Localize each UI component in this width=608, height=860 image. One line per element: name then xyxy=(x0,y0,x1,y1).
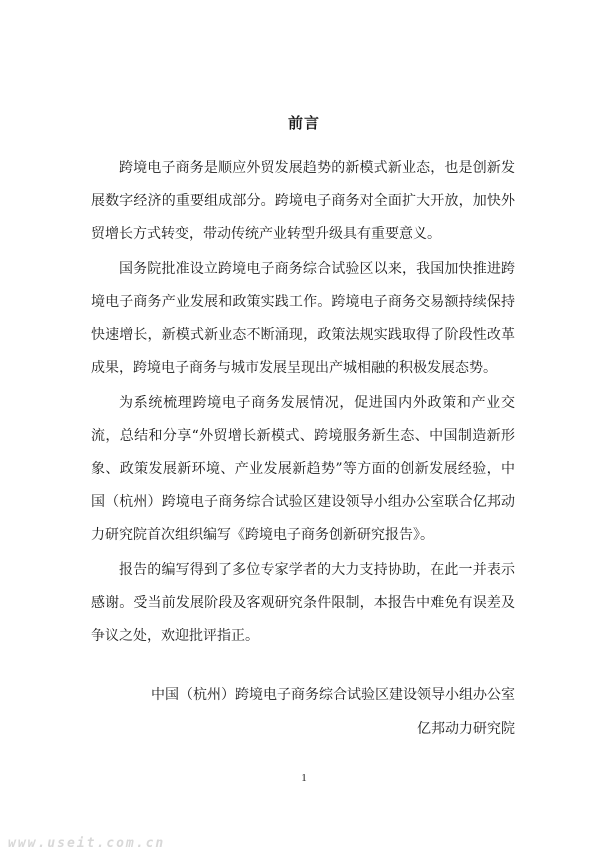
page-number: 1 xyxy=(301,772,307,784)
paragraph-1: 跨境电子商务是顺应外贸发展趋势的新模式新业态，也是创新发展数字经济的重要组成部分。跨境电子商务对全面扩大开放，加快外贸增长方式转变，带动传统产业转型升级具有重要意义。 xyxy=(91,160,515,242)
paragraph-3: 为系统梳理跨境电子商务发展情况，促进国内外政策和产业交流，总结和分享“外贸增长新模式、跨境服务新生态、中国制造新形象、政策发展新环境、产业发展新趋势”等方面的创新发展经验，中国（杭州）跨境电子商务综合试验区建设领导小组办公室联合亿邦动力研究院首次组织编写《跨境电子商务创新研究报告》。 xyxy=(91,395,515,543)
signature-line-1: 中国（杭州）跨境电子商务综合试验区建设领导小组办公室 xyxy=(151,687,515,703)
page-title: 前言 xyxy=(287,114,320,132)
watermark: www.useit.com.cn xyxy=(8,836,166,851)
signature-line-2: 亿邦动力研究院 xyxy=(417,721,515,737)
paragraph-4: 报告的编写得到了多位专家学者的大力支持协助，在此一并表示感谢。受当前发展阶段及客观研究条件限制，本报告中难免有误差及争议之处，欢迎批评指正。 xyxy=(91,562,515,644)
paragraph-2: 国务院批准设立跨境电子商务综合试验区以来，我国加快推进跨境电子商务产业发展和政策实践工作。跨境电子商务交易额持续保持快速增长，新模式新业态不断涌现，政策法规实践取得了阶段性改革成果，跨境电子商务与城市发展呈现出产城相融的积极发展态势。 xyxy=(91,261,515,376)
signature-block xyxy=(91,678,515,746)
body-text xyxy=(91,152,515,655)
